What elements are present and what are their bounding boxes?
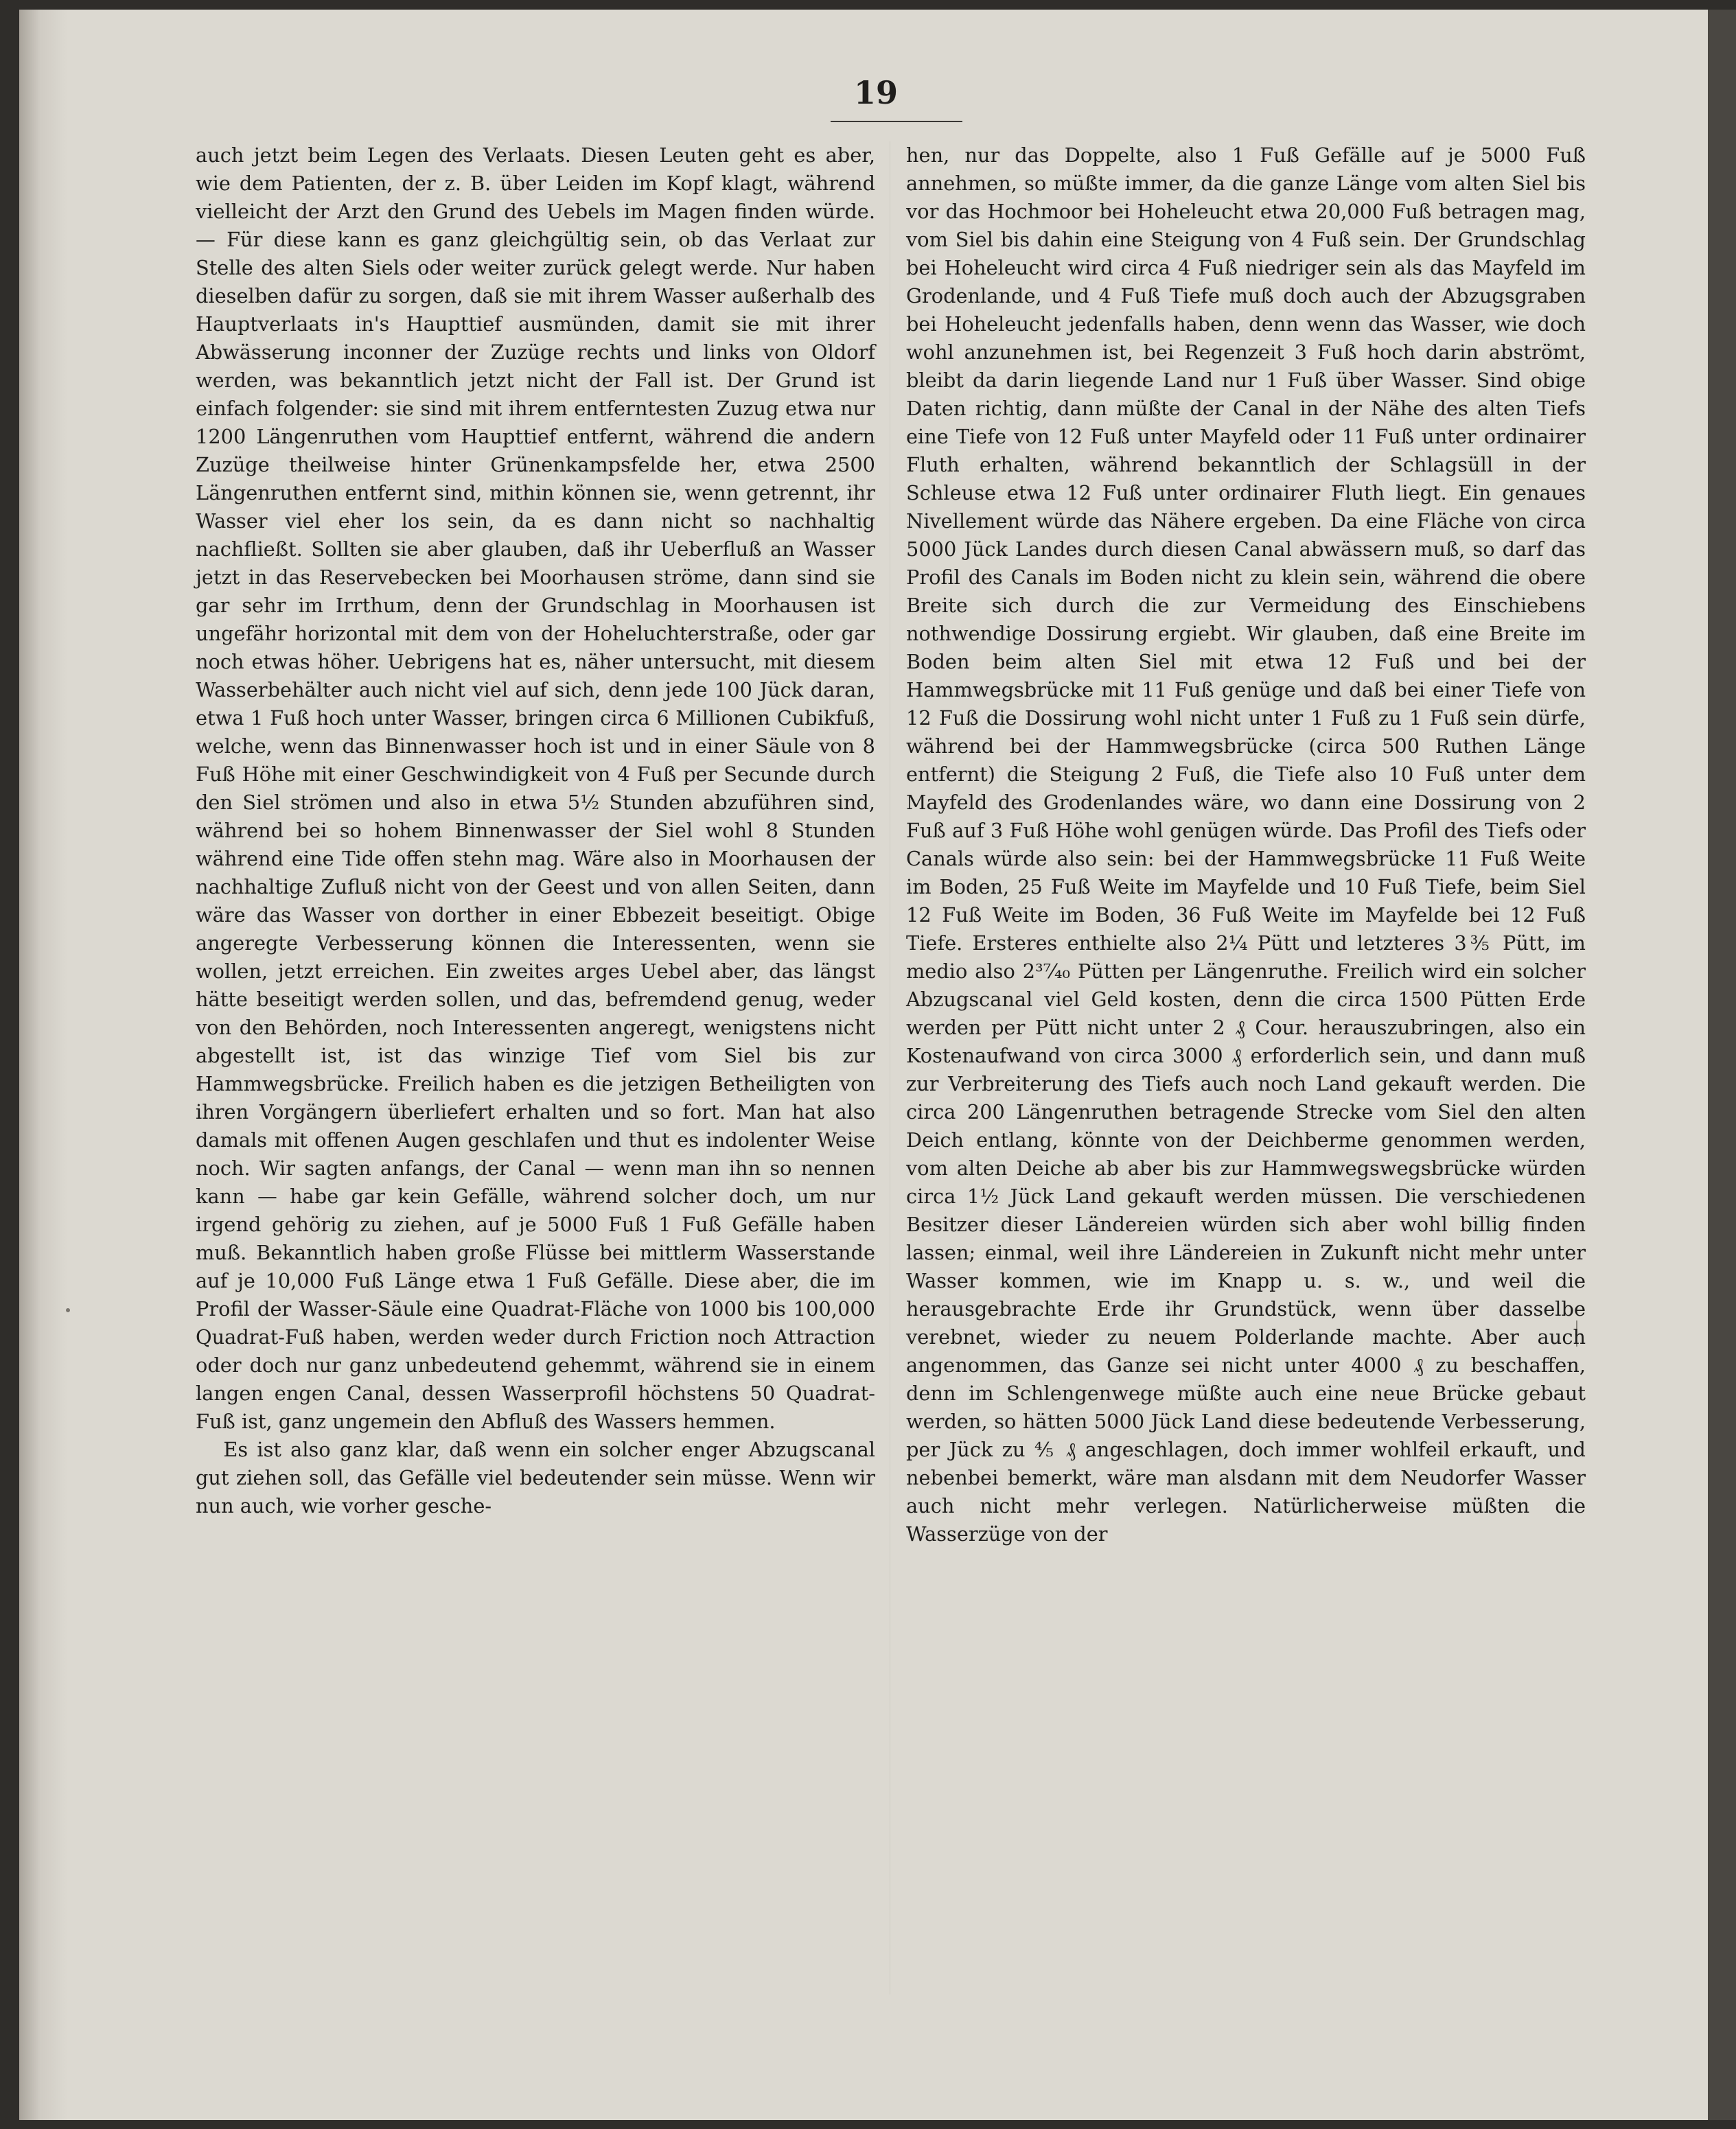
page-number: 19: [854, 74, 899, 111]
left-column: [196, 141, 875, 1520]
paper-speck: [66, 1308, 70, 1312]
page-number-rule: [831, 121, 962, 122]
right-paragraph-1: hen, nur das Doppelte, also 1 Fuß Gefälle auf je 5000 Fuß annehmen, so müßte immer, da die ganze Länge vom alten Siel bis vor das Hochmoor bei Hoheleucht etwa 20,000 Fuß betragen mag, vom Siel bis dahin eine Steigung von 4 Fuß sein. Der Grundschlag bei Hoheleucht wird circa 4 Fuß niedriger sein als das Mayfeld im Grodenlande, und 4 Fuß Tiefe muß doch auch der Abzugsgraben bei Hoheleucht jedenfalls haben, denn wenn das Wasser, wie doch wohl anzunehmen ist, bei Regenzeit 3 Fuß hoch darin abströmt, bleibt da darin liegende Land nur 1 Fuß über Wasser. Sind obige Daten richtig, dann müßte der Canal in der Nähe des alten Tiefs eine Tiefe von 12 Fuß unter Mayfeld oder 11 Fuß unter ordinairer Fluth erhalten, während bekanntlich der Schlagsüll in der Schleuse etwa 12 Fuß unter ordinairer Fluth liegt. Ein genaues Nivellement würde das Nähere ergeben. Da eine Fläche von circa 5000 Jück Landes durch diesen Canal abwässern muß, so darf das Profil des Canals im Boden nicht zu klein sein, während die obere Breite sich durch die zur Vermeidung des Einschiebens nothwendige Dossirung ergiebt. Wir glauben, daß eine Breite im Boden beim alten Siel mit etwa 12 Fuß und bei der Hammwegsbrücke mit 11 Fuß genüge und daß bei einer Tiefe von 12 Fuß die Dossirung wohl nicht unter 1 Fuß zu 1 Fuß sein dürfe, während bei der Hammwegsbrücke (circa 500 Ruthen Länge entfernt) die Steigung 2 Fuß, die Tiefe also 10 Fuß unter dem Mayfeld des Grodenlandes wäre, wo dann eine Dossirung von 2 Fuß auf 3 Fuß Höhe wohl genügen würde. Das Profil des Tiefs oder Canals würde also sein: bei der Hammwegsbrücke 11 Fuß Weite im Boden, 25 Fuß Weite im Mayfelde und 10 Fuß Tiefe, beim Siel 12 Fuß Weite im Boden, 36 Fuß Weite im Mayfelde bei 12 Fuß Tiefe. Ersteres enthielte also 2¼ Pütt und letzteres 3⅗ Pütt, im medio also 2³⁷⁄₄₀ Pütten per Längenruthe. Freilich wird ein solcher Abzugscanal viel Geld kosten, denn die circa 1500 Pütten Erde werden per Pütt nicht unter 2 ₰ Cour. herauszubringen, also ein Kostenaufwand von circa 3000 ₰ erforderlich sein, und dann muß zur Verbreiterung des Tiefs auch noch Land gekauft werden. Die circa 200 Längenruthen betragende Strecke vom Siel den alten Deich entlang, könnte von der Deichberme genommen werden, vom alten Deiche ab aber bis zur Hammwegswegsbrücke würden circa 1½ Jück Land gekauft werden müssen. Die verschiedenen Besitzer dieser Ländereien würden sich aber wohl billig finden lassen; einmal, weil ihre Ländereien in Zukunft nicht mehr unter Wasser kommen, wie im Knapp u. s. w., und weil die herausgebrachte Erde ihr Grundstück, wenn über dasselbe verebnet, wieder zu neuem Polderlande machte. Aber auch angenommen, das Ganze sei nicht unter 4000 ₰ zu beschaffen, denn im Schlengenwege müßte auch eine neue Brücke gebaut werden, so hätten 5000 Jück Land diese bedeutende Verbesserung, per Jück zu ⅘ ₰ angeschlagen, doch immer wohlfeil erkauft, und nebenbei bemerkt, wäre man alsdann mit dem Neudorfer Wasser auch nicht mehr verlegen. Natürlicherweise müßten die Wasserzüge von der: [906, 143, 1586, 1546]
left-paragraph-1: auch jetzt beim Legen des Verlaats. Diesen Leuten geht es aber, wie dem Patienten, der z. B. über Leiden im Kopf klagt, während vielleicht der Arzt den Grund des Uebels im Magen finden würde. — Für diese kann es ganz gleichgültig sein, ob das Verlaat zur Stelle des alten Siels oder weiter zurück gelegt werde. Nur haben dieselben dafür zu sorgen, daß sie mit ihrem Wasser außerhalb des Hauptverlaats in's Haupttief ausmünden, damit sie mit ihrer Abwässerung inconner der Zuzüge rechts und links von Oldorf werden, was bekanntlich jetzt nicht der Fall ist. Der Grund ist einfach folgender: sie sind mit ihrem entferntesten Zuzug etwa nur 1200 Längenruthen vom Haupttief entfernt, während die andern Zuzüge theilweise hinter Grünenkampsfelde her, etwa 2500 Längenruthen entfernt sind, mithin können sie, wenn getrennt, ihr Wasser viel eher los sein, da es dann nicht so nachhaltig nachfließt. Sollten sie aber glauben, daß ihr Ueberfluß an Wasser jetzt in das Reservebecken bei Moorhausen ströme, dann sind sie gar sehr im Irrthum, denn der Grundschlag in Moorhausen ist ungefähr horizontal mit dem von der Hoheluchterstraße, oder gar noch etwas höher. Uebrigens hat es, näher untersucht, mit diesem Wasserbehälter auch nicht viel auf sich, denn jede 100 Jück daran, etwa 1 Fuß hoch unter Wasser, bringen circa 6 Millionen Cubikfuß, welche, wenn das Binnenwasser hoch ist und in einer Säule von 8 Fuß Höhe mit einer Geschwindigkeit von 4 Fuß per Secunde durch den Siel strömen und also in etwa 5½ Stunden abzuführen sind, während bei so hohem Binnenwasser der Siel wohl 8 Stunden während eine Tide offen stehn mag. Wäre also in Moorhausen der nachhaltige Zufluß nicht von der Geest und von allen Seiten, dann wäre das Wasser von dorther in einer Ebbezeit beseitigt. Obige angeregte Verbesserung können die Interessenten, wenn sie wollen, jetzt erreichen. Ein zweites arges Uebel aber, das längst hätte beseitigt werden sollen, und das, befremdend genug, weder von den Behörden, noch Interessenten angeregt, wenigstens nicht abgestellt ist, ist das winzige Tief vom Siel bis zur Hammwegsbrücke. Freilich haben es die jetzigen Betheiligten von ihren Vorgängern überliefert erhalten und so fort. Man hat also damals mit offenen Augen geschlafen und thut es indolenter Weise noch. Wir sagten anfangs, der Canal — wenn man ihn so nennen kann — habe gar kein Gefälle, während solcher doch, um nur irgend gehörig zu ziehen, auf je 5000 Fuß 1 Fuß Gefälle haben muß. Bekanntlich haben große Flüsse bei mittlerm Wasserstande auf je 10,000 Fuß Länge etwa 1 Fuß Gefälle. Diese aber, die im Profil der Wasser-Säule eine Quadrat-Fläche von 1000 bis 100,000 Quadrat-Fuß haben, werden weder durch Friction noch Attraction oder doch nur ganz unbedeutend gehemmt, während sie in einem langen engen Canal, dessen Wasserprofil höchstens 50 Quadrat-Fuß ist, ganz ungemein den Abfluß des Wassers hemmen.: [196, 143, 875, 1433]
book-edge: [1708, 10, 1736, 2120]
right-column: [906, 141, 1586, 1548]
left-paragraph-2: Es ist also ganz klar, daß wenn ein solcher enger Abzugscanal gut ziehen soll, das Gefälle viel bedeutender sein müsse. Wenn wir nun auch, wie vorher gesche-: [196, 1438, 875, 1517]
